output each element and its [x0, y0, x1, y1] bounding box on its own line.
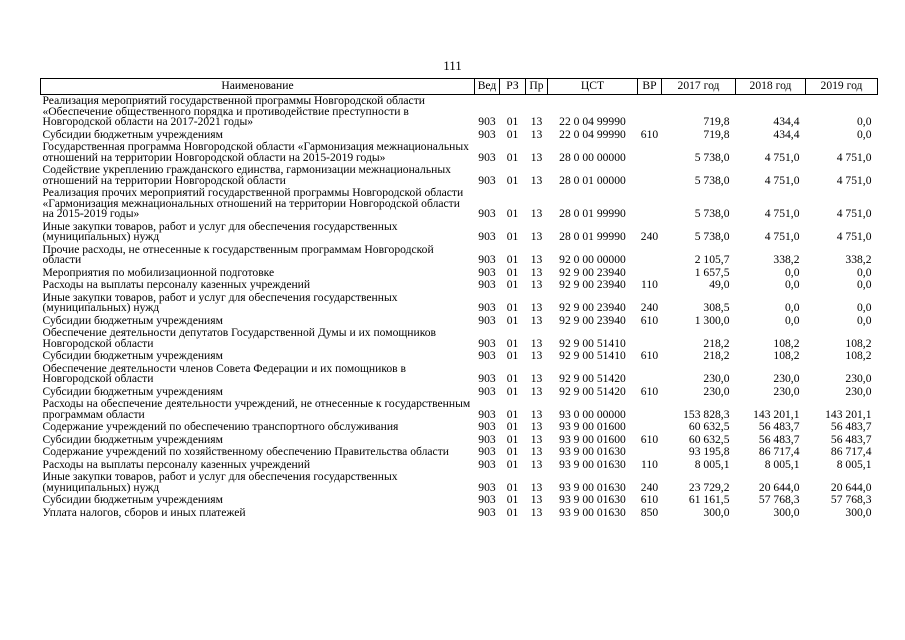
cell-name: Содействие укреплению гражданского единства, гармонизации межнациональных отношений на территории Новгородской области [42, 163, 451, 187]
cell-rz: 01 [506, 253, 519, 266]
cell-ved: 903 [478, 207, 496, 220]
cell-ved: 903 [478, 230, 496, 243]
table-row [41, 244, 878, 267]
cell-ved: 903 [478, 278, 496, 291]
table-header [41, 79, 878, 95]
cell-2018: 56 483,7 [758, 432, 800, 446]
table-row [41, 327, 878, 350]
table-row [41, 187, 878, 221]
page-number: 111 [443, 58, 462, 73]
cell-name: Субсидии бюджетным учреждениям [42, 127, 223, 141]
cell-cst: 28 0 01 99990 [559, 207, 626, 220]
cell-2017: 1 657,5 [694, 265, 730, 279]
cell-cst: 28 0 01 99990 [559, 230, 626, 243]
cell-pr: 13 [530, 372, 543, 385]
cell-pr: 13 [530, 115, 543, 128]
cell-2017: 5 738,0 [694, 150, 730, 164]
cell-2017: 218,2 [703, 336, 730, 350]
cell-2019: 230,0 [845, 384, 872, 398]
cell-2019: 86 717,4 [830, 445, 872, 458]
cell-rz: 01 [506, 278, 519, 291]
cell-ved: 903 [478, 150, 496, 164]
cell-pr: 13 [530, 265, 543, 279]
table-row [41, 398, 878, 421]
cell-vr [638, 398, 662, 421]
cell-2018: 4 751,0 [764, 207, 800, 220]
cell-vr [638, 95, 662, 129]
cell-2018: 143 201,1 [753, 407, 800, 421]
cell-2018: 57 768,3 [758, 493, 800, 506]
cell-cst: 92 9 00 51420 [559, 384, 626, 398]
cell-ved: 903 [478, 336, 496, 350]
cell-vr: 240 [640, 301, 659, 314]
cell-cst: 93 9 00 01630 [559, 505, 626, 519]
header-name: Наименование [41, 79, 475, 95]
cell-rz: 01 [506, 265, 519, 279]
cell-name: Иные закупки товаров, работ и услуг для обеспечения государственных (муниципальных) нужд [42, 470, 398, 494]
cell-ved: 903 [478, 493, 496, 506]
cell-2019: 57 768,3 [830, 493, 872, 506]
cell-2018: 338,2 [773, 253, 800, 266]
cell-rz: 01 [506, 349, 519, 362]
cell-rz: 01 [506, 420, 519, 433]
cell-pr: 13 [530, 480, 543, 494]
cell-pr: 13 [530, 407, 543, 421]
cell-cst: 22 0 04 99990 [559, 115, 626, 128]
cell-vr: 240 [640, 480, 659, 494]
table-row [41, 141, 878, 164]
cell-cst: 92 9 00 51410 [559, 349, 626, 362]
cell-vr: 610 [640, 349, 659, 362]
cell-cst: 92 9 00 23940 [559, 313, 626, 327]
cell-cst: 92 9 00 23940 [559, 265, 626, 279]
table-row [41, 279, 878, 292]
cell-2018: 4 751,0 [764, 173, 800, 187]
cell-vr [638, 327, 662, 350]
cell-rz: 01 [506, 336, 519, 350]
cell-pr: 13 [530, 253, 543, 266]
cell-pr: 13 [530, 457, 543, 471]
cell-pr: 13 [530, 349, 543, 362]
cell-2019: 108,2 [845, 336, 872, 350]
cell-2018: 56 483,7 [758, 420, 800, 433]
cell-2018: 0,0 [785, 278, 800, 291]
cell-ved: 903 [478, 173, 496, 187]
cell-rz: 01 [506, 457, 519, 471]
cell-cst: 92 9 00 51410 [559, 336, 626, 350]
cell-vr [638, 446, 662, 459]
table-row [41, 507, 878, 520]
cell-name: Содержание учреждений по обеспечению транспортного обслуживания [42, 420, 399, 433]
cell-rz: 01 [506, 407, 519, 421]
cell-2019: 338,2 [845, 253, 872, 266]
cell-pr: 13 [530, 301, 543, 314]
cell-cst: 93 9 00 01630 [559, 445, 626, 458]
header-pr: Пр [526, 79, 548, 95]
cell-pr: 13 [530, 230, 543, 243]
cell-2017: 5 738,0 [694, 230, 730, 243]
cell-cst: 93 9 00 01630 [559, 493, 626, 506]
cell-cst: 93 9 00 01630 [559, 457, 626, 471]
header-2018: 2018 год [736, 79, 806, 95]
cell-pr: 13 [530, 313, 543, 327]
cell-rz: 01 [506, 505, 519, 519]
table-row [41, 350, 878, 363]
cell-ved: 903 [478, 505, 496, 519]
cell-cst: 93 9 00 01600 [559, 432, 626, 446]
cell-name: Уплата налогов, сборов и иных платежей [42, 505, 246, 519]
cell-cst: 92 9 00 23940 [559, 278, 626, 291]
cell-name: Субсидии бюджетным учреждениям [42, 313, 223, 327]
table-row [41, 164, 878, 187]
cell-name: Расходы на выплаты персоналу казенных учреждений [42, 278, 311, 291]
cell-name: Прочие расходы, не отнесенные к государственным программам Новгородской области [42, 242, 434, 266]
cell-pr: 13 [530, 150, 543, 164]
table-row [41, 95, 878, 129]
cell-pr: 13 [530, 493, 543, 506]
cell-2019: 56 483,7 [830, 432, 872, 446]
cell-ved: 903 [478, 457, 496, 471]
cell-ved: 903 [478, 313, 496, 327]
cell-pr: 13 [530, 384, 543, 398]
cell-2019: 0,0 [857, 127, 872, 141]
cell-2017: 5 738,0 [694, 173, 730, 187]
cell-vr: 610 [640, 432, 659, 446]
cell-vr [638, 187, 662, 221]
cell-name: Обеспечение деятельности членов Совета Федерации и их помощников в Новгородской области [42, 361, 407, 385]
cell-cst: 28 0 01 00000 [559, 173, 626, 187]
cell-2018: 434,4 [773, 115, 800, 128]
cell-ved: 903 [478, 420, 496, 433]
cell-rz: 01 [506, 493, 519, 506]
cell-2018: 0,0 [785, 313, 800, 327]
cell-ved: 903 [478, 432, 496, 446]
cell-cst: 22 0 04 99990 [559, 127, 626, 141]
cell-2018: 108,2 [773, 336, 800, 350]
cell-2019: 4 751,0 [836, 150, 872, 164]
cell-2017: 719,8 [703, 127, 730, 141]
header-2017: 2017 год [662, 79, 736, 95]
cell-vr [638, 141, 662, 164]
cell-cst: 93 9 00 01600 [559, 420, 626, 433]
cell-ved: 903 [478, 127, 496, 141]
header-vr: ВР [638, 79, 662, 95]
cell-2019: 20 644,0 [830, 480, 872, 494]
cell-2018: 86 717,4 [758, 445, 800, 458]
table-row [41, 471, 878, 494]
cell-vr [638, 421, 662, 434]
header-cst: ЦСТ [548, 79, 638, 95]
cell-2019: 0,0 [857, 265, 872, 279]
cell-vr [638, 244, 662, 267]
cell-rz: 01 [506, 432, 519, 446]
cell-ved: 903 [478, 265, 496, 279]
cell-vr: 850 [640, 505, 659, 519]
cell-pr: 13 [530, 336, 543, 350]
table-row [41, 494, 878, 507]
cell-name: Расходы на обеспечение деятельности учреждений, не отнесенные к государственным программам области [42, 397, 471, 421]
cell-2018: 8 005,1 [764, 457, 800, 471]
cell-2019: 4 751,0 [836, 173, 872, 187]
cell-name: Содержание учреждений по хозяйственному обеспечению Правительства области [42, 445, 449, 458]
cell-rz: 01 [506, 372, 519, 385]
cell-pr: 13 [530, 278, 543, 291]
cell-name: Реализация прочих мероприятий государственной программы Новгородской области «Гармонизация межнациональных отношений на территории Новгородской области на 2015-2019 годы» [42, 186, 464, 220]
cell-vr: 610 [640, 313, 659, 327]
cell-cst: 92 0 00 00000 [559, 253, 626, 266]
cell-2017: 300,0 [703, 505, 730, 519]
cell-2018: 20 644,0 [758, 480, 800, 494]
cell-2017: 60 632,5 [688, 420, 730, 433]
cell-rz: 01 [506, 230, 519, 243]
cell-name: Реализация мероприятий государственной программы Новгородской области «Обеспечение общественного порядка и противодействие преступности в Новгородской области на 2017-2021 годы» [42, 94, 425, 128]
header-ved: Вед [475, 79, 500, 95]
cell-ved: 903 [478, 384, 496, 398]
cell-cst: 93 9 00 01630 [559, 480, 626, 494]
cell-2017: 60 632,5 [688, 432, 730, 446]
cell-pr: 13 [530, 420, 543, 433]
cell-name: Субсидии бюджетным учреждениям [42, 432, 223, 446]
cell-name: Субсидии бюджетным учреждениям [42, 493, 223, 506]
cell-pr: 13 [530, 173, 543, 187]
cell-pr: 13 [530, 445, 543, 458]
cell-rz: 01 [506, 115, 519, 128]
cell-cst: 92 9 00 51420 [559, 372, 626, 385]
cell-2018: 230,0 [773, 384, 800, 398]
cell-2017: 93 195,8 [688, 445, 730, 458]
cell-rz: 01 [506, 480, 519, 494]
header-2019: 2019 год [806, 79, 878, 95]
cell-2017: 218,2 [703, 349, 730, 362]
cell-name: Расходы на выплаты персоналу казенных учреждений [42, 457, 311, 471]
table-row [41, 421, 878, 434]
cell-2019: 4 751,0 [836, 207, 872, 220]
cell-2017: 5 738,0 [694, 207, 730, 220]
cell-name: Обеспечение деятельности депутатов Государственной Думы и их помощников Новгородской области [42, 326, 437, 350]
cell-pr: 13 [530, 127, 543, 141]
cell-ved: 903 [478, 480, 496, 494]
cell-2017: 23 729,2 [688, 480, 730, 494]
cell-2019: 0,0 [857, 301, 872, 314]
cell-rz: 01 [506, 150, 519, 164]
cell-2019: 8 005,1 [836, 457, 872, 471]
cell-ved: 903 [478, 115, 496, 128]
cell-rz: 01 [506, 384, 519, 398]
cell-vr [638, 164, 662, 187]
cell-2017: 719,8 [703, 115, 730, 128]
cell-ved: 903 [478, 301, 496, 314]
cell-cst: 93 0 00 00000 [559, 407, 626, 421]
cell-name: Мероприятия по мобилизационной подготовке [42, 265, 275, 279]
cell-2018: 230,0 [773, 372, 800, 385]
cell-2019: 0,0 [857, 115, 872, 128]
cell-rz: 01 [506, 445, 519, 458]
cell-vr: 110 [641, 278, 658, 291]
cell-ved: 903 [478, 253, 496, 266]
cell-2019: 4 751,0 [836, 230, 872, 243]
header-rz: РЗ [500, 79, 526, 95]
cell-ved: 903 [478, 445, 496, 458]
cell-2019: 108,2 [845, 349, 872, 362]
cell-2017: 8 005,1 [694, 457, 730, 471]
table-row [41, 221, 878, 244]
cell-2018: 108,2 [773, 349, 800, 362]
cell-2017: 153 828,3 [683, 407, 730, 421]
cell-vr: 610 [640, 493, 659, 506]
cell-cst: 28 0 00 00000 [559, 150, 626, 164]
cell-2018: 4 751,0 [764, 230, 800, 243]
cell-2018: 4 751,0 [764, 150, 800, 164]
cell-2019: 300,0 [845, 505, 872, 519]
cell-pr: 13 [530, 207, 543, 220]
budget-table [40, 78, 878, 519]
table-body [41, 95, 878, 520]
cell-2019: 0,0 [857, 278, 872, 291]
cell-name: Иные закупки товаров, работ и услуг для обеспечения государственных (муниципальных) нужд [42, 290, 398, 314]
cell-2017: 230,0 [703, 384, 730, 398]
cell-pr: 13 [530, 432, 543, 446]
cell-2019: 56 483,7 [830, 420, 872, 433]
cell-rz: 01 [506, 301, 519, 314]
cell-2017: 1 300,0 [694, 313, 730, 327]
cell-2018: 0,0 [785, 265, 800, 279]
cell-2018: 300,0 [773, 505, 800, 519]
cell-vr: 610 [640, 384, 659, 398]
cell-vr: 610 [640, 127, 659, 141]
cell-2018: 0,0 [785, 301, 800, 314]
cell-cst: 92 9 00 23940 [559, 301, 626, 314]
cell-2019: 230,0 [845, 372, 872, 385]
cell-vr: 110 [641, 457, 658, 471]
cell-ved: 903 [478, 349, 496, 362]
cell-2019: 143 201,1 [825, 407, 872, 421]
cell-2017: 49,0 [709, 278, 730, 291]
table-row [41, 363, 878, 386]
cell-name: Государственная программа Новгородской области «Гармонизация межнациональных отношений на территории Новгородской области на 2015-2019 годы» [42, 140, 469, 164]
cell-name: Субсидии бюджетным учреждениям [42, 349, 223, 362]
cell-2018: 434,4 [773, 127, 800, 141]
cell-rz: 01 [506, 313, 519, 327]
cell-ved: 903 [478, 407, 496, 421]
cell-2017: 308,5 [703, 301, 730, 314]
cell-rz: 01 [506, 207, 519, 220]
cell-2017: 61 161,5 [688, 493, 730, 506]
cell-rz: 01 [506, 173, 519, 187]
cell-rz: 01 [506, 127, 519, 141]
cell-vr [638, 363, 662, 386]
cell-2019: 0,0 [857, 313, 872, 327]
cell-vr: 240 [640, 230, 659, 243]
table-row [41, 292, 878, 315]
cell-name: Иные закупки товаров, работ и услуг для обеспечения государственных (муниципальных) нужд [42, 219, 398, 243]
table-row [41, 446, 878, 459]
cell-2017: 230,0 [703, 372, 730, 385]
cell-name: Субсидии бюджетным учреждениям [42, 384, 223, 398]
cell-pr: 13 [530, 505, 543, 519]
cell-2017: 2 105,7 [694, 253, 730, 266]
cell-ved: 903 [478, 372, 496, 385]
